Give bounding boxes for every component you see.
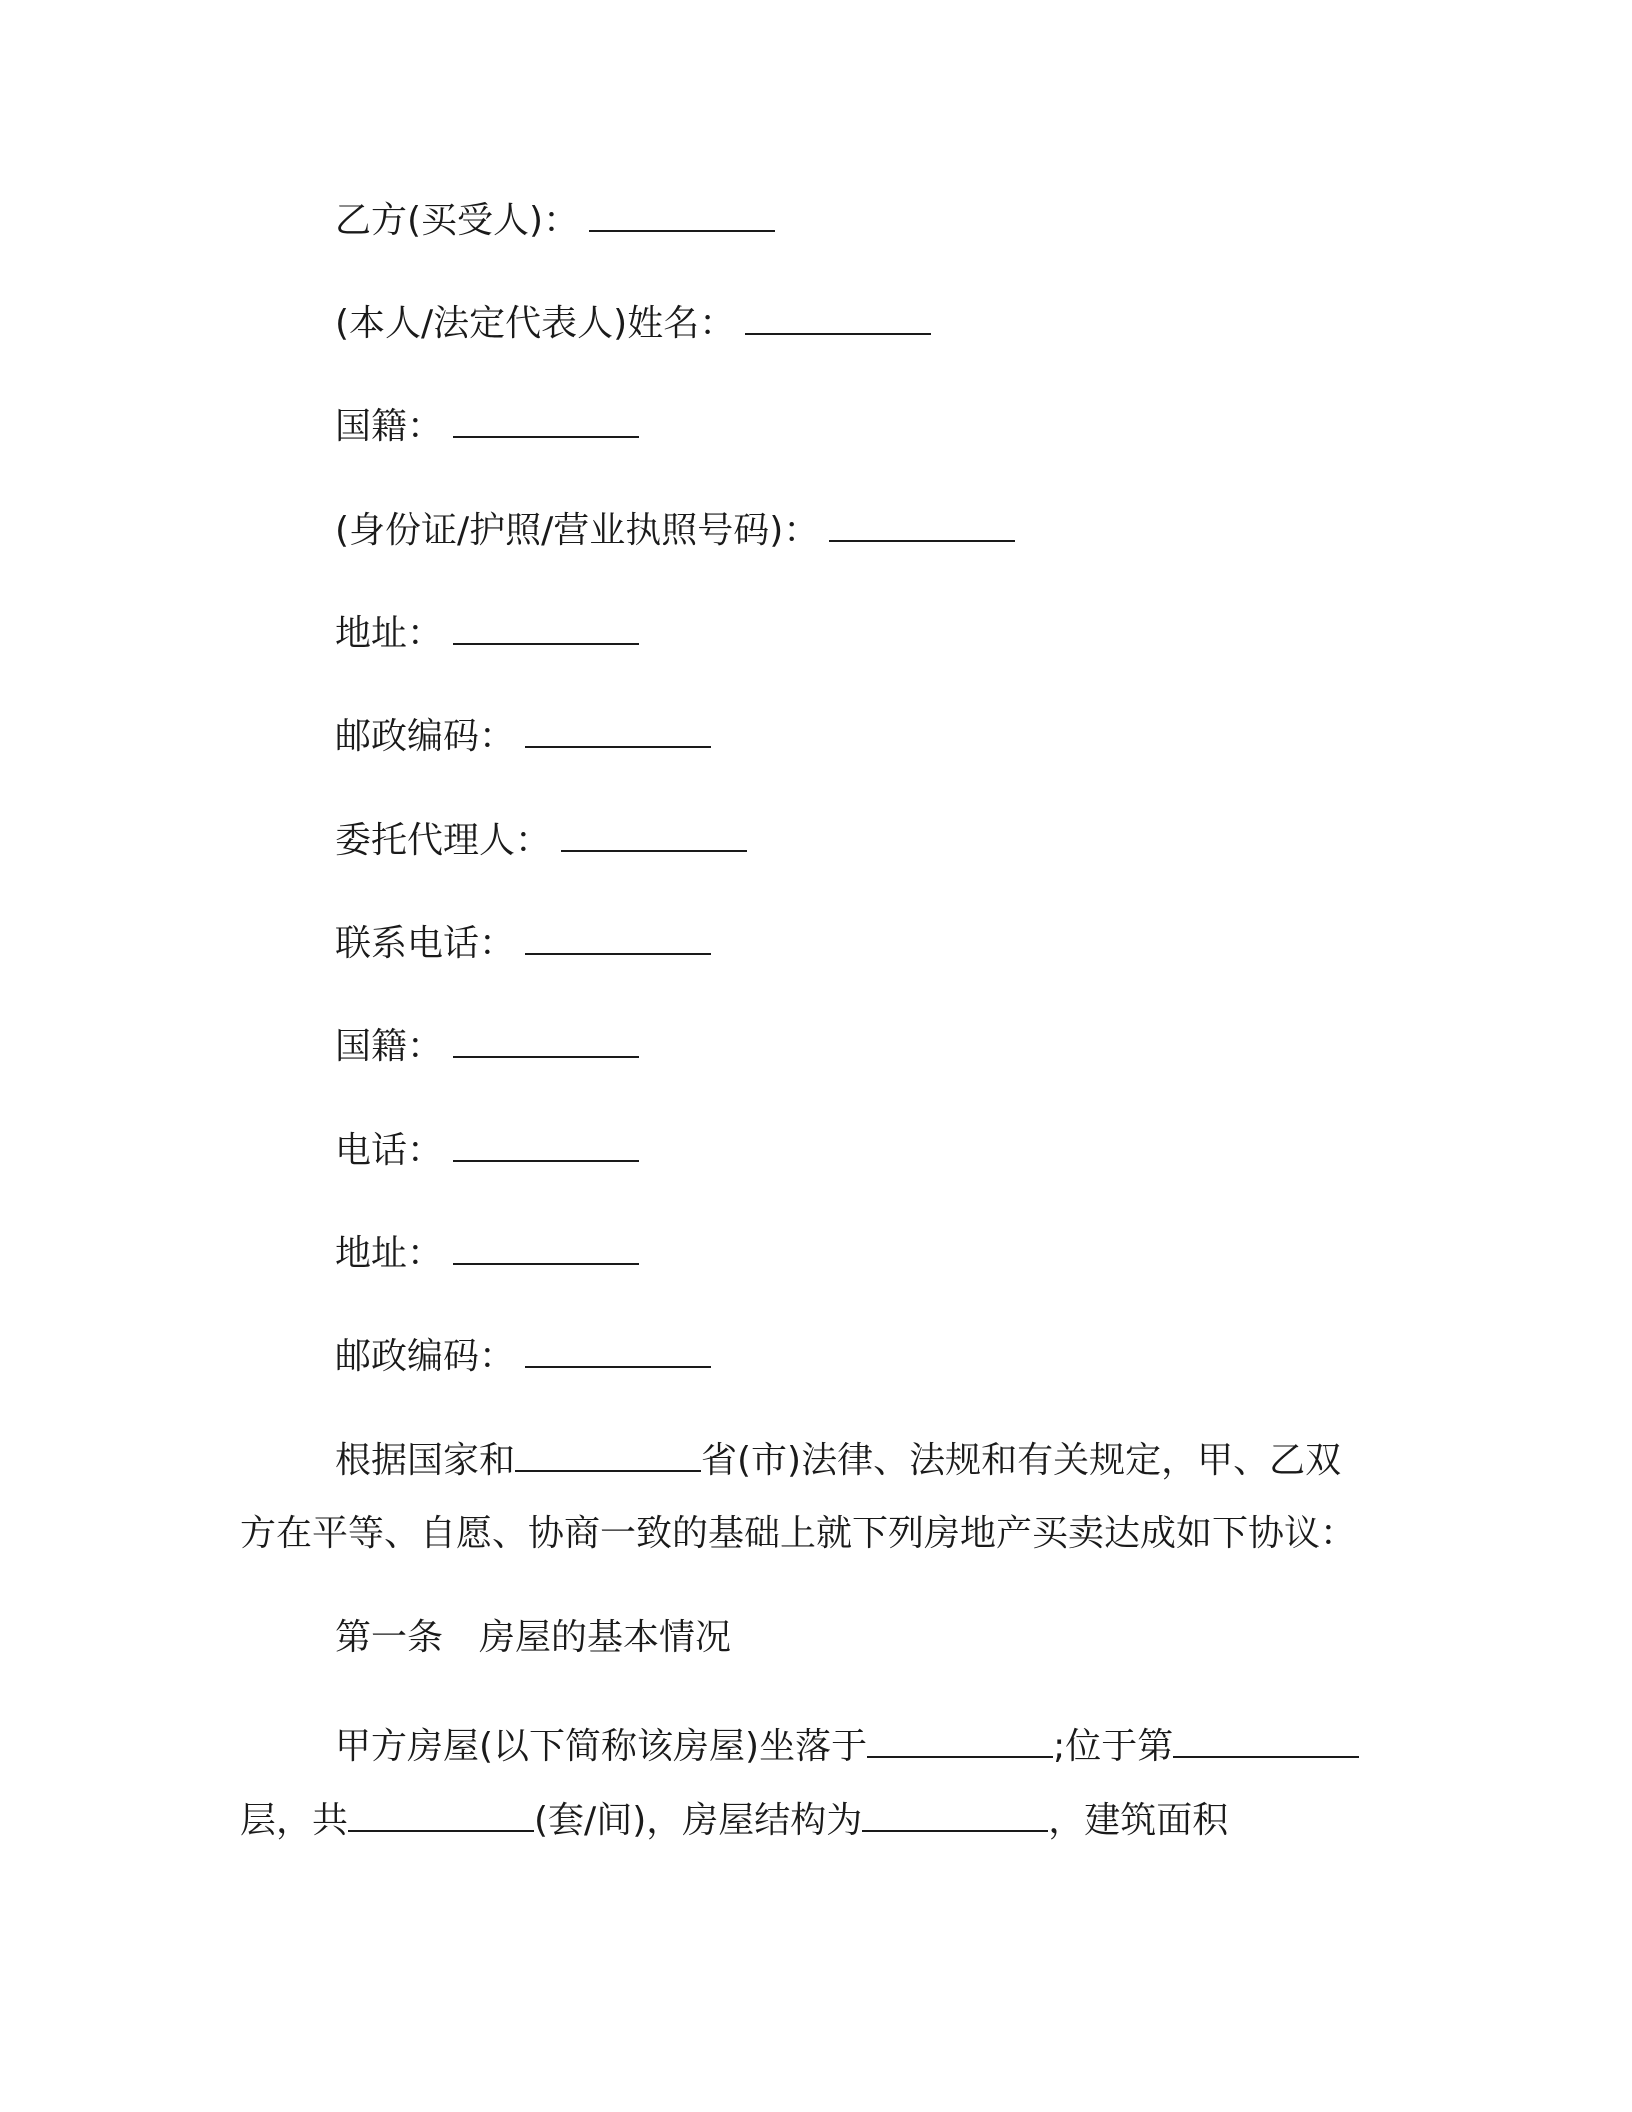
field-address [335, 613, 639, 652]
field-label: (本人/法定代表人)姓名： [335, 303, 736, 344]
field-label: (身份证/护照/营业执照号码)： [335, 510, 820, 551]
field-agent-nationality [335, 1026, 639, 1065]
field-label: 国籍： [335, 406, 444, 447]
blank-line [453, 406, 639, 438]
field-label: 委托代理人： [335, 820, 552, 861]
field-contact-phone [335, 923, 711, 962]
field-agent-phone [335, 1130, 639, 1169]
blank-line [829, 510, 1015, 542]
field-label: 邮政编码： [335, 1336, 516, 1377]
article-text: 甲方房屋(以下简称该房屋)坐落于 [335, 1726, 868, 1767]
article-text: ;位于第 [1053, 1726, 1174, 1767]
article-text: (套/间)，房屋结构为 [534, 1800, 863, 1841]
field-buyer [335, 200, 775, 239]
article-text: ，建筑面积 [1048, 1800, 1229, 1841]
blank-line [862, 1800, 1048, 1832]
field-id-number [335, 510, 1015, 549]
field-postal-code [335, 716, 711, 755]
field-agent [335, 820, 747, 859]
field-label: 地址： [335, 613, 444, 654]
blank-line [525, 923, 711, 955]
blank-line [745, 303, 931, 335]
preamble-text: 根据国家和 [335, 1440, 516, 1481]
preamble-line-2: 方在平等、自愿、协商一致的基础上就下列房地产买卖达成如下协议： [240, 1513, 1357, 1554]
blank-line [589, 200, 775, 232]
field-label: 地址： [335, 1233, 444, 1274]
article-heading: 第一条 房屋的基本情况 [335, 1617, 732, 1658]
field-label: 国籍： [335, 1026, 444, 1067]
preamble-line-1 [335, 1440, 1341, 1479]
article-text: 层，共 [240, 1800, 349, 1841]
blank-line [561, 820, 747, 852]
blank-line [453, 613, 639, 645]
blank-line [453, 1233, 639, 1265]
blank-line [1173, 1726, 1359, 1758]
field-representative-name [335, 303, 931, 342]
blank-line [515, 1440, 701, 1472]
blank-line [453, 1026, 639, 1058]
article-paragraph-line-2 [240, 1800, 1228, 1839]
field-label: 电话： [335, 1130, 444, 1171]
field-label: 乙方(买受人)： [335, 200, 580, 241]
field-label: 邮政编码： [335, 716, 516, 757]
field-label: 联系电话： [335, 923, 516, 964]
blank-line [525, 1336, 711, 1368]
preamble-text: 省(市)法律、法规和有关规定，甲、乙双 [701, 1440, 1342, 1481]
field-agent-address [335, 1233, 639, 1272]
blank-line [525, 716, 711, 748]
blank-line [867, 1726, 1053, 1758]
field-nationality [335, 406, 639, 445]
article-paragraph-line-1 [335, 1726, 1359, 1765]
field-agent-postal-code [335, 1336, 711, 1375]
blank-line [453, 1130, 639, 1162]
blank-line [348, 1800, 534, 1832]
